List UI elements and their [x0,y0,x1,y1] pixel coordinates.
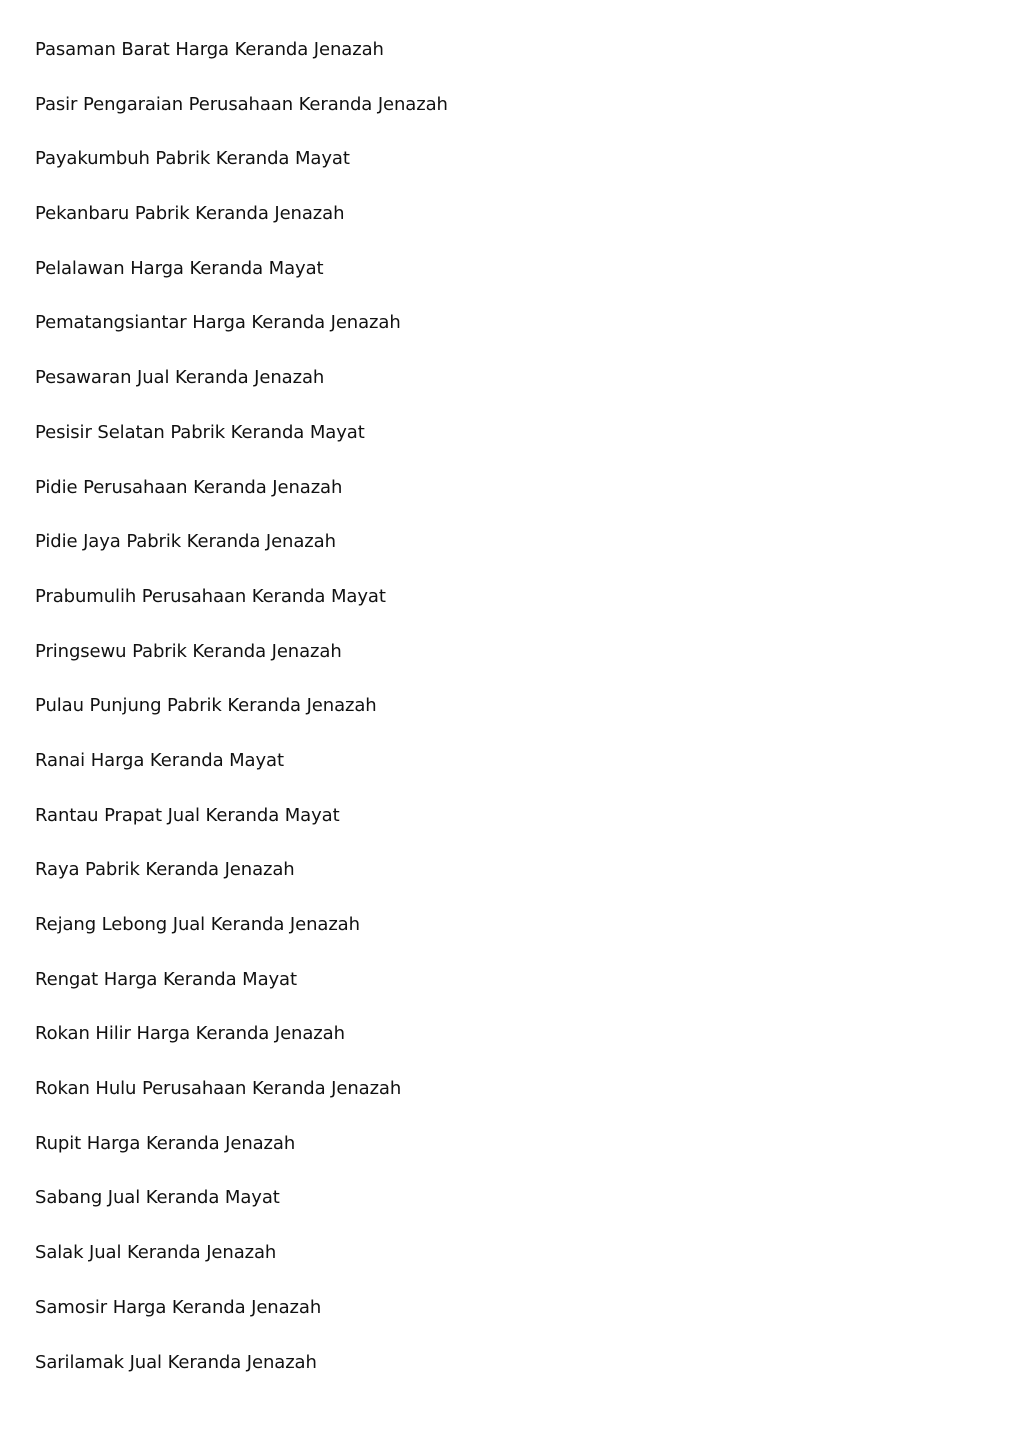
text-line-label: Pelalawan Harga Keranda Mayat [35,257,324,279]
text-line-list [35,36,935,1403]
text-line-label: Pesisir Selatan Pabrik Keranda Mayat [35,421,365,443]
text-line-label: Pidie Jaya Pabrik Keranda Jenazah [35,531,336,553]
text-line-label: Rokan Hulu Perusahaan Keranda Jenazah [35,1078,402,1100]
text-line [35,419,935,474]
text-line [35,583,935,638]
text-line [35,692,935,747]
text-line [35,1130,935,1185]
text-line [35,1349,935,1404]
text-line-label: Sabang Jual Keranda Mayat [35,1187,280,1209]
text-line-label: Pematangsiantar Harga Keranda Jenazah [35,312,401,334]
text-line-label: Rupit Harga Keranda Jenazah [35,1132,296,1154]
text-line-label: Pulau Punjung Pabrik Keranda Jenazah [35,695,377,717]
text-line [35,1184,935,1239]
text-line [35,200,935,255]
text-line-label: Pesawaran Jual Keranda Jenazah [35,367,325,389]
text-line-label: Salak Jual Keranda Jenazah [35,1242,277,1264]
text-line [35,1294,935,1349]
text-line [35,1020,935,1075]
text-line [35,747,935,802]
text-line-label: Sarilamak Jual Keranda Jenazah [35,1351,317,1373]
text-line-label: Pekanbaru Pabrik Keranda Jenazah [35,203,345,225]
text-line [35,1239,935,1294]
text-line [35,1075,935,1130]
text-line-label: Pasaman Barat Harga Keranda Jenazah [35,39,384,60]
text-line-label: Pidie Perusahaan Keranda Jenazah [35,476,343,498]
text-line [35,911,935,966]
text-line [35,528,935,583]
text-line-label: Raya Pabrik Keranda Jenazah [35,859,295,881]
text-line [35,802,935,857]
text-line [35,255,935,310]
text-line-label: Ranai Harga Keranda Mayat [35,749,284,771]
text-line-label: Payakumbuh Pabrik Keranda Mayat [35,148,350,170]
text-line-label: Rengat Harga Keranda Mayat [35,968,297,990]
text-line [35,474,935,529]
text-line-label: Samosir Harga Keranda Jenazah [35,1296,322,1318]
text-line [35,364,935,419]
text-line [35,856,935,911]
text-line-label: Pasir Pengaraian Perusahaan Keranda Jenazah [35,93,448,115]
text-line [35,145,935,200]
text-line-label: Rokan Hilir Harga Keranda Jenazah [35,1023,345,1045]
text-line-label: Rejang Lebong Jual Keranda Jenazah [35,914,360,935]
text-line [35,36,935,91]
text-line [35,309,935,364]
text-line [35,91,935,146]
text-line [35,966,935,1021]
text-line [35,638,935,693]
text-line-label: Pringsewu Pabrik Keranda Jenazah [35,640,342,662]
text-line-label: Rantau Prapat Jual Keranda Mayat [35,804,340,826]
text-line-label: Prabumulih Perusahaan Keranda Mayat [35,585,386,607]
